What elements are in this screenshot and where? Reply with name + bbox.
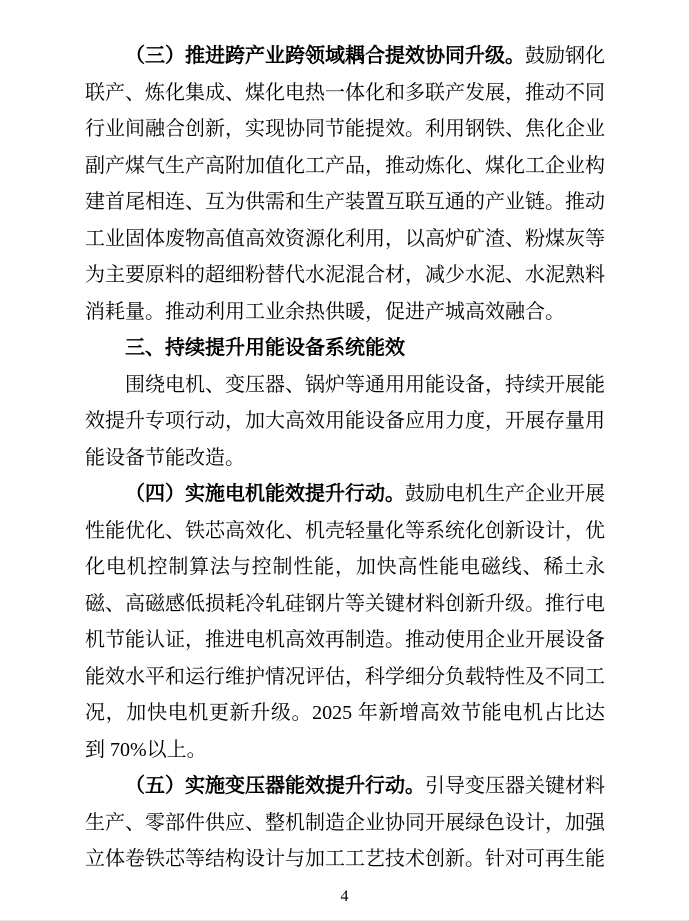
paragraph [85, 38, 605, 330]
paragraph [85, 367, 605, 477]
paragraph-bold-lead: （四）实施电机能效提升行动。 [125, 483, 405, 505]
paragraph-text: 鼓励钢化联产、炼化集成、煤化电热一体化和多联产发展，推动不同行业间融合创新，实现协同节能提效。利用钢铁、焦化企业副产煤气生产高附加值化工产品，推动炼化、煤化工企业构建首尾相连、互为供需和生产装置互联互通的产业链。推动工业固体废物高值高效资源化利用，以高炉矿渣、粉煤灰等为主要原料的超细粉替代水泥混合材，减少水泥、水泥熟料消耗量。推动利用工业余热供暖，促进产城高效融合。 [85, 45, 605, 323]
paragraph-text: 围绕电机、变压器、锅炉等通用用能设备，持续开展能效提升专项行动，加大高效用能设备应用力度，开展存量用能设备节能改造。 [85, 373, 605, 469]
paragraph-text: 三、持续提升用能设备系统能效 [125, 337, 405, 359]
paragraph [85, 768, 605, 878]
paragraph-text: 引导变压器关键材料生产、零部件供应、整机制造企业协同开展绿色设计，加强立体卷铁芯等结构设计与加工工艺技术创新。针对可再生能 [85, 775, 605, 870]
page-number: 4 [340, 888, 349, 905]
section-heading [85, 330, 605, 367]
paragraph-bold-lead: （五）实施变压器能效提升行动。 [125, 775, 425, 797]
paragraph-text: 鼓励电机生产企业开展性能优化、铁芯高效化、机壳轻量化等系统化创新设计，优化电机控制算法与控制性能，加快高性能电磁线、稀土永磁、高磁感低损耗冷轧硅钢片等关键材料创新升级。推行电机节能认证，推进电机高效再制造。推动使用企业开展设备能效水平和运行维护情况评估，科学细分负载特性及不同工况，加快电机更新升级。2025 年新增高效节能电机占比达到 70%以上。 [85, 483, 605, 761]
document-body [85, 38, 605, 878]
paragraph-bold-lead: （三）推进跨产业跨领域耦合提效协同升级。 [125, 45, 525, 67]
paragraph [85, 476, 605, 768]
